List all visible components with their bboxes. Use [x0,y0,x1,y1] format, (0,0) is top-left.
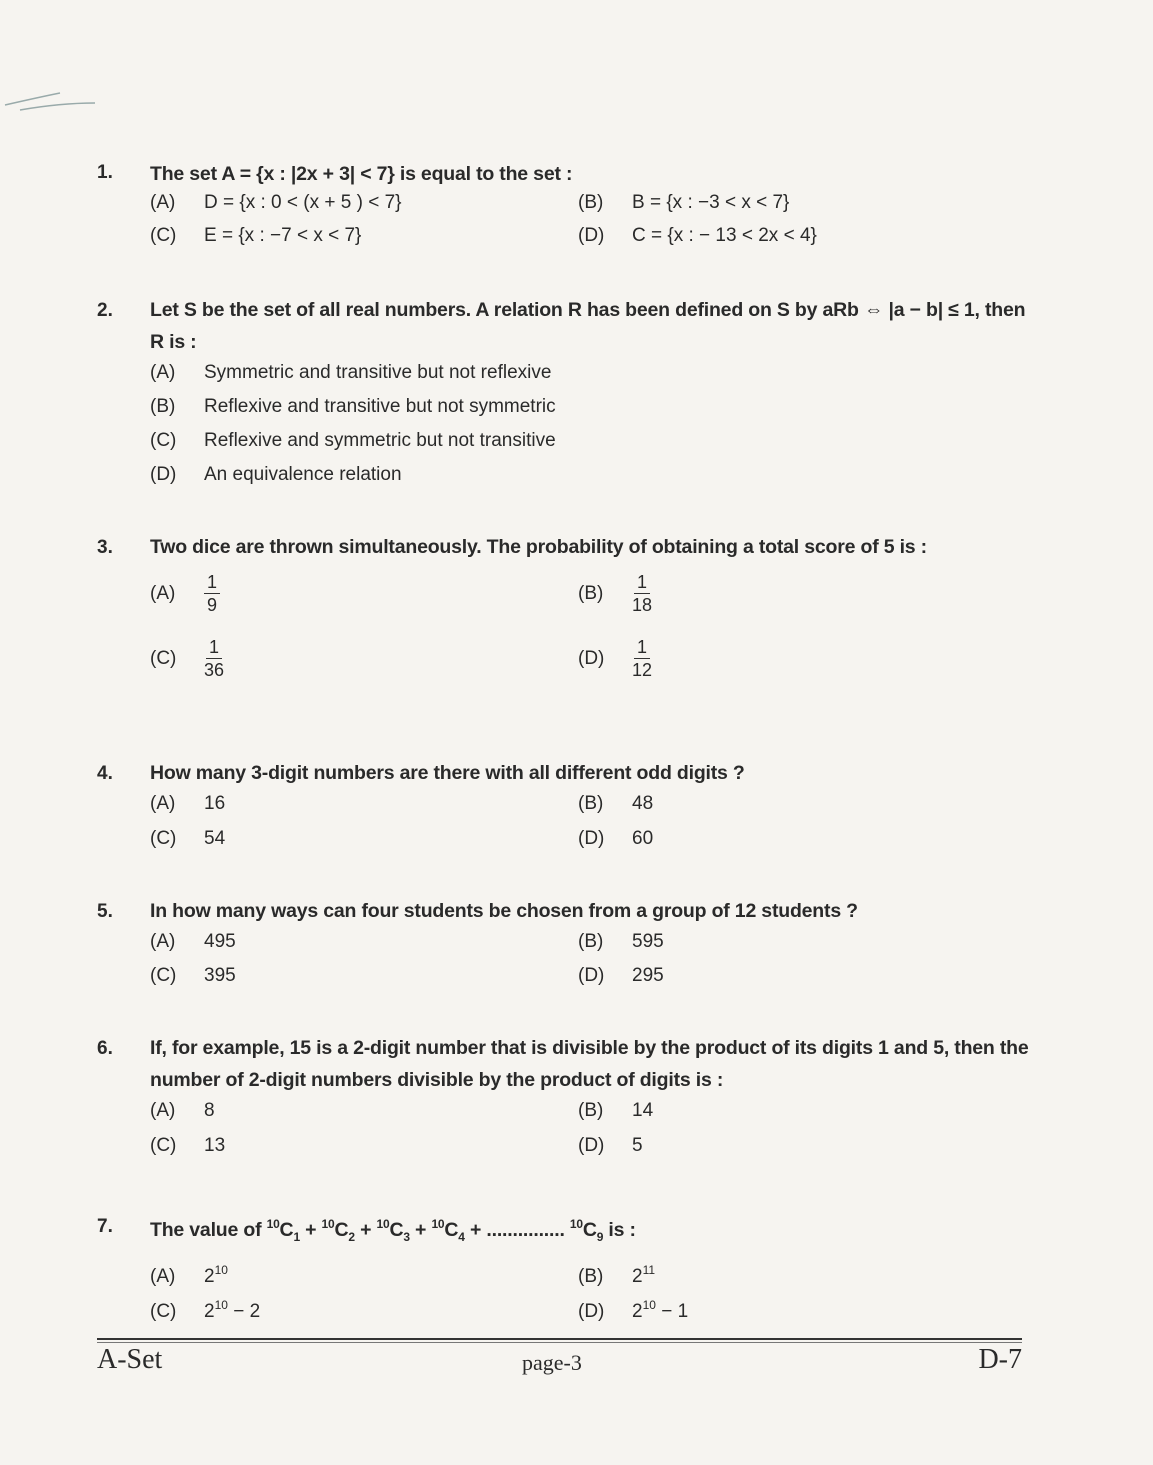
numerator: 1 [634,636,650,659]
footer-rule [97,1338,1022,1340]
option-b[interactable] [578,793,653,815]
exponent: 10 [642,1298,656,1312]
numerator: 1 [634,571,650,594]
option-label: (A) [150,793,176,814]
tail: − 2 [227,1301,261,1322]
option-d[interactable] [578,636,652,681]
footer-code: D-7 [978,1344,1022,1375]
stem-suffix: is : [603,1219,636,1241]
option-b[interactable] [578,931,664,953]
term-k: 1 [293,1230,300,1244]
base: 2 [632,1266,643,1287]
binomial-term [376,1217,432,1244]
option-text: 8 [204,1100,215,1121]
stem-prefix: The value of [150,1219,262,1241]
fraction [204,571,220,616]
exponent: 11 [642,1263,656,1277]
binomial-term [431,1217,570,1244]
option-text: E = {x : −7 < x < 7} [204,225,362,246]
option-label: (A) [150,582,176,604]
term-sep: + [299,1219,322,1241]
term-c: C [389,1219,404,1241]
denominator: 12 [632,660,653,680]
option-label: (D) [150,464,177,485]
option-text: 495 [204,931,236,952]
question-6 [97,1032,1037,1156]
term-sep: + [409,1219,432,1241]
option-label: (C) [150,430,177,451]
option-label: (B) [578,931,604,952]
option-b[interactable] [578,192,789,214]
option-a[interactable] [150,571,220,616]
footer-page: page-3 [522,1350,582,1375]
pen-mark [0,85,100,115]
question-number: 4. [97,763,113,784]
term-k: 9 [596,1230,604,1244]
question-7 [97,1208,1037,1322]
question-number: 7. [97,1216,113,1237]
option-a[interactable] [150,1263,228,1288]
option-c[interactable] [150,636,224,681]
option-text: An equivalence relation [204,464,402,485]
term-k: 4 [458,1230,465,1244]
term-c: C [279,1219,294,1241]
term-n: 10 [569,1217,583,1231]
term-c: C [444,1219,459,1241]
term-sep: + ............... [464,1219,570,1241]
option-label: (B) [150,396,176,417]
option-c[interactable] [150,225,361,247]
option-b[interactable] [150,396,556,418]
option-label: (C) [150,1135,177,1156]
option-label: (B) [578,582,604,604]
option-label: (D) [578,225,605,246]
option-label: (C) [150,1301,177,1322]
option-label: (A) [150,1266,176,1287]
option-c[interactable] [150,828,225,850]
option-text: 48 [632,793,654,814]
option-text: C = {x : − 13 < 2x < 4} [632,225,817,246]
option-text: D = {x : 0 < (x + 5 ) < 7} [204,192,402,213]
footer-rule-thin [97,1342,1022,1343]
term-n: 10 [431,1217,445,1231]
option-a[interactable] [150,362,551,384]
option-label: (B) [578,1266,604,1287]
question-number: 5. [97,901,113,922]
term-k: 2 [348,1230,355,1244]
option-text: 16 [204,793,226,814]
option-text: Reflexive and transitive but not symmetric [204,396,556,417]
option-d[interactable] [150,464,402,486]
question-4 [97,757,1037,849]
option-d[interactable] [578,225,817,247]
fraction [204,636,224,681]
option-label: (A) [150,1100,176,1121]
tail: − 1 [655,1301,689,1322]
option-a[interactable] [150,192,402,214]
denominator: 18 [632,595,653,615]
option-label: (D) [578,1135,605,1156]
denominator: 36 [204,660,225,680]
exponent: 10 [214,1263,228,1277]
option-label: (C) [150,965,177,986]
option-label: (C) [150,828,177,849]
option-text: 54 [204,828,226,849]
question-stem [150,1208,1037,1253]
numerator: 1 [204,571,220,594]
option-d[interactable] [578,828,653,850]
option-label: (A) [150,192,176,213]
binomial-term [321,1217,377,1244]
option-text: Reflexive and symmetric but not transitive [204,430,556,451]
question-number: 1. [97,162,113,183]
binomial-sum [266,1217,604,1244]
option-c[interactable] [150,430,556,452]
term-n: 10 [376,1217,390,1231]
option-label: (D) [578,828,605,849]
question-1 [97,158,1037,246]
option-d[interactable] [578,1298,688,1323]
option-text: 395 [204,965,236,986]
option-text: B = {x : −3 < x < 7} [632,192,790,213]
question-3 [97,531,1037,680]
question-stem: Two dice are thrown simultaneously. The probability of obtaining a total score of 5 is : [150,536,927,558]
option-label: (A) [150,362,176,383]
fraction [632,636,652,681]
fraction [632,571,652,616]
term-n: 10 [321,1217,335,1231]
term-sep: + [354,1219,377,1241]
question-stem: If, for example, 15 is a 2-digit number that is divisible by the product of its digits 1 and 5, then the number of 2-digit numbers divisible by the product of digits is : [150,1037,1029,1091]
question-number: 6. [97,1038,113,1059]
question-stem: Let S be the set of all real numbers. A relation R has been defined on S by aRb ⇔ |a − b| ≤ 1, then R is : [150,299,1026,353]
option-d[interactable] [578,965,664,987]
exponent: 10 [214,1298,228,1312]
option-d[interactable] [578,1135,643,1157]
option-label: (B) [578,1100,604,1121]
option-a[interactable] [150,793,225,815]
term-c: C [582,1219,597,1241]
denominator: 9 [207,595,218,615]
option-label: (D) [578,965,605,986]
option-label: (A) [150,931,176,952]
option-text: 595 [632,931,664,952]
option-text: 295 [632,965,664,986]
option-label: (D) [578,1301,605,1322]
question-number: 2. [97,300,113,321]
numerator: 1 [206,636,222,659]
term-c: C [334,1219,349,1241]
option-text: 60 [632,828,654,849]
binomial-term [266,1217,322,1244]
base: 2 [632,1301,643,1322]
option-label: (B) [578,793,604,814]
option-label: (B) [578,192,604,213]
option-c[interactable] [150,1298,260,1323]
option-label: (D) [578,647,605,669]
option-b[interactable] [578,571,652,616]
option-text: 13 [204,1135,226,1156]
question-2 [97,294,1037,485]
option-label: (C) [150,225,177,246]
option-text: 5 [632,1135,643,1156]
option-c[interactable] [150,965,236,987]
option-label: (C) [150,647,177,669]
question-stem: How many 3-digit numbers are there with all different odd digits ? [150,762,745,784]
footer-set: A-Set [97,1344,163,1375]
question-5 [97,895,1037,986]
option-a[interactable] [150,931,236,953]
question-stem: The set A = {x : |2x + 3| < 7} is equal to the set : [150,163,573,185]
term-n: 10 [266,1217,280,1231]
question-number: 3. [97,537,113,558]
question-stem: In how many ways can four students be chosen from a group of 12 students ? [150,900,858,922]
option-b[interactable] [578,1100,653,1122]
base: 2 [204,1266,215,1287]
option-text: Symmetric and transitive but not reflexive [204,362,552,383]
option-a[interactable] [150,1100,215,1122]
option-text: 14 [632,1100,654,1121]
option-c[interactable] [150,1135,225,1157]
option-b[interactable] [578,1263,655,1288]
binomial-term [569,1217,604,1244]
term-k: 3 [403,1230,410,1244]
base: 2 [204,1301,215,1322]
